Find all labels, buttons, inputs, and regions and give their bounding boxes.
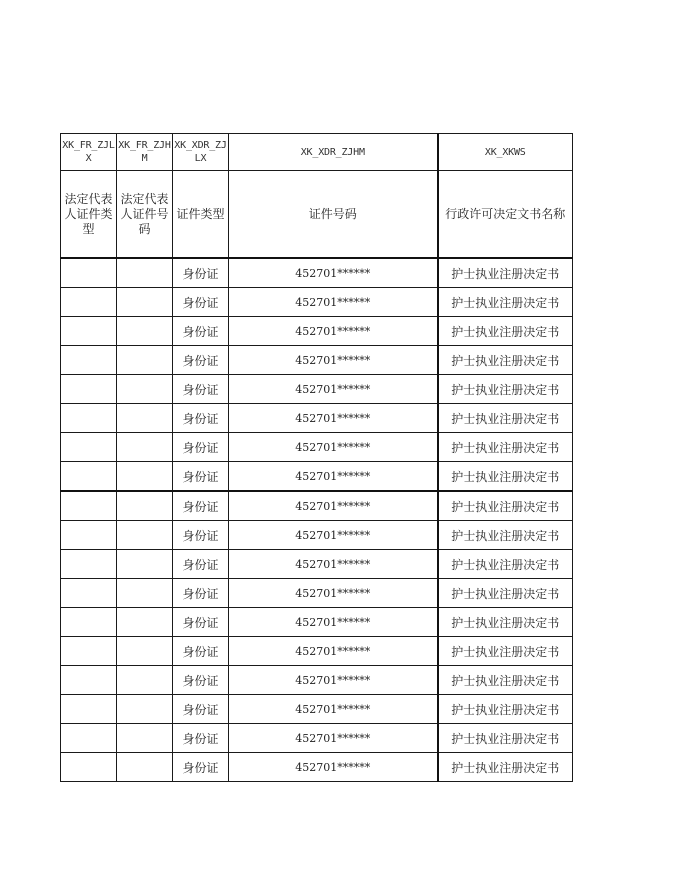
table-cell[interactable] bbox=[117, 753, 173, 782]
table-row bbox=[61, 753, 573, 782]
table-cell[interactable]: 护士执业注册决定书 bbox=[438, 753, 573, 782]
table-cell[interactable]: 身份证 bbox=[173, 724, 229, 753]
field-code-cell[interactable]: XK_XDR_ZJLX bbox=[173, 134, 229, 171]
table-cell[interactable]: 护士执业注册决定书 bbox=[438, 724, 573, 753]
table-cell[interactable]: 护士执业注册决定书 bbox=[438, 695, 573, 724]
table-cell[interactable] bbox=[61, 258, 117, 288]
table-cell[interactable] bbox=[117, 346, 173, 375]
table-cell[interactable]: 452701****** bbox=[229, 433, 438, 462]
table-cell[interactable]: 452701****** bbox=[229, 521, 438, 550]
table-cell[interactable]: 护士执业注册决定书 bbox=[438, 317, 573, 346]
table-cell[interactable]: 身份证 bbox=[173, 608, 229, 637]
table-cell[interactable]: 护士执业注册决定书 bbox=[438, 404, 573, 433]
table-cell[interactable]: 护士执业注册决定书 bbox=[438, 608, 573, 637]
table-cell[interactable]: 身份证 bbox=[173, 695, 229, 724]
table-cell[interactable]: 452701****** bbox=[229, 375, 438, 404]
table-cell[interactable] bbox=[61, 521, 117, 550]
table-cell[interactable]: 452701****** bbox=[229, 317, 438, 346]
table-cell[interactable] bbox=[117, 462, 173, 492]
table-cell[interactable]: 身份证 bbox=[173, 579, 229, 608]
table-cell[interactable] bbox=[117, 288, 173, 317]
table-cell[interactable]: 身份证 bbox=[173, 462, 229, 492]
table-cell[interactable]: 护士执业注册决定书 bbox=[438, 550, 573, 579]
table-cell[interactable] bbox=[61, 666, 117, 695]
table-cell[interactable]: 身份证 bbox=[173, 550, 229, 579]
table-row bbox=[61, 317, 573, 346]
table-cell[interactable]: 身份证 bbox=[173, 666, 229, 695]
table-cell[interactable] bbox=[117, 550, 173, 579]
table-cell[interactable]: 护士执业注册决定书 bbox=[438, 375, 573, 404]
table-row bbox=[61, 521, 573, 550]
table-cell[interactable]: 身份证 bbox=[173, 404, 229, 433]
table-cell[interactable]: 452701****** bbox=[229, 404, 438, 433]
table-cell[interactable]: 护士执业注册决定书 bbox=[438, 258, 573, 288]
table-cell[interactable] bbox=[117, 521, 173, 550]
table-cell[interactable]: 身份证 bbox=[173, 346, 229, 375]
table-cell[interactable] bbox=[61, 579, 117, 608]
table-cell[interactable] bbox=[117, 579, 173, 608]
table-row bbox=[61, 404, 573, 433]
table-cell[interactable]: 452701****** bbox=[229, 258, 438, 288]
spreadsheet bbox=[60, 133, 573, 782]
table-cell[interactable] bbox=[61, 637, 117, 666]
table-cell[interactable] bbox=[117, 666, 173, 695]
table-row bbox=[61, 666, 573, 695]
table-cell[interactable]: 身份证 bbox=[173, 288, 229, 317]
table-row bbox=[61, 288, 573, 317]
table-cell[interactable] bbox=[117, 404, 173, 433]
table-cell[interactable]: 452701****** bbox=[229, 288, 438, 317]
field-label-cell[interactable]: 证件号码 bbox=[229, 171, 438, 259]
table-cell[interactable] bbox=[117, 695, 173, 724]
table-cell[interactable]: 452701****** bbox=[229, 608, 438, 637]
table-cell[interactable]: 护士执业注册决定书 bbox=[438, 346, 573, 375]
table-row bbox=[61, 375, 573, 404]
table-row bbox=[61, 724, 573, 753]
field-label-row bbox=[61, 171, 573, 259]
table-cell[interactable]: 身份证 bbox=[173, 491, 229, 521]
table-cell[interactable]: 身份证 bbox=[173, 433, 229, 462]
table-cell[interactable]: 452701****** bbox=[229, 724, 438, 753]
table-cell[interactable] bbox=[61, 753, 117, 782]
field-code-cell[interactable]: XK_FR_ZJLX bbox=[61, 134, 117, 171]
table-cell[interactable] bbox=[61, 433, 117, 462]
table-cell[interactable] bbox=[117, 433, 173, 462]
field-code-cell[interactable]: XK_FR_ZJHM bbox=[117, 134, 173, 171]
table-cell[interactable]: 身份证 bbox=[173, 258, 229, 288]
table-cell[interactable]: 护士执业注册决定书 bbox=[438, 579, 573, 608]
field-label-cell[interactable]: 行政许可决定文书名称 bbox=[438, 171, 573, 259]
table-cell[interactable] bbox=[117, 608, 173, 637]
table-cell[interactable]: 护士执业注册决定书 bbox=[438, 462, 573, 492]
table-cell[interactable]: 452701****** bbox=[229, 550, 438, 579]
data-table bbox=[60, 133, 573, 782]
table-cell[interactable] bbox=[117, 637, 173, 666]
table-row bbox=[61, 550, 573, 579]
table-cell[interactable]: 身份证 bbox=[173, 375, 229, 404]
table-cell[interactable] bbox=[117, 724, 173, 753]
table-cell[interactable]: 身份证 bbox=[173, 753, 229, 782]
table-cell[interactable]: 护士执业注册决定书 bbox=[438, 666, 573, 695]
table-cell[interactable]: 452701****** bbox=[229, 579, 438, 608]
table-cell[interactable] bbox=[117, 491, 173, 521]
field-label-cell[interactable]: 法定代表人证件类型 bbox=[61, 171, 117, 259]
table-cell[interactable]: 452701****** bbox=[229, 462, 438, 492]
table-cell[interactable]: 护士执业注册决定书 bbox=[438, 288, 573, 317]
table-cell[interactable] bbox=[61, 491, 117, 521]
table-row bbox=[61, 462, 573, 492]
table-cell[interactable] bbox=[61, 550, 117, 579]
table-cell[interactable] bbox=[117, 375, 173, 404]
table-cell[interactable]: 护士执业注册决定书 bbox=[438, 637, 573, 666]
table-cell[interactable] bbox=[61, 404, 117, 433]
table-row bbox=[61, 579, 573, 608]
table-cell[interactable] bbox=[61, 608, 117, 637]
field-label-cell[interactable]: 证件类型 bbox=[173, 171, 229, 259]
table-cell[interactable]: 452701****** bbox=[229, 666, 438, 695]
table-cell[interactable]: 护士执业注册决定书 bbox=[438, 521, 573, 550]
table-row bbox=[61, 433, 573, 462]
table-cell[interactable]: 452701****** bbox=[229, 753, 438, 782]
table-row bbox=[61, 695, 573, 724]
table-cell[interactable] bbox=[61, 695, 117, 724]
field-code-cell[interactable]: XK_XDR_ZJHM bbox=[229, 134, 438, 171]
table-cell[interactable]: 身份证 bbox=[173, 637, 229, 666]
table-cell[interactable] bbox=[61, 724, 117, 753]
table-cell[interactable]: 452701****** bbox=[229, 695, 438, 724]
table-cell[interactable] bbox=[117, 317, 173, 346]
field-label-cell[interactable]: 法定代表人证件号码 bbox=[117, 171, 173, 259]
table-row bbox=[61, 346, 573, 375]
table-row bbox=[61, 637, 573, 666]
table-cell[interactable] bbox=[61, 375, 117, 404]
table-row bbox=[61, 491, 573, 521]
table-cell[interactable]: 452701****** bbox=[229, 637, 438, 666]
table-cell[interactable] bbox=[61, 462, 117, 492]
table-cell[interactable]: 452701****** bbox=[229, 346, 438, 375]
table-cell[interactable] bbox=[61, 346, 117, 375]
table-cell[interactable]: 护士执业注册决定书 bbox=[438, 491, 573, 521]
table-cell[interactable] bbox=[61, 317, 117, 346]
table-cell[interactable]: 身份证 bbox=[173, 521, 229, 550]
table-row bbox=[61, 608, 573, 637]
table-cell[interactable]: 452701****** bbox=[229, 491, 438, 521]
field-code-cell[interactable]: XK_XKWS bbox=[438, 134, 573, 171]
table-cell[interactable] bbox=[117, 258, 173, 288]
table-cell[interactable]: 护士执业注册决定书 bbox=[438, 433, 573, 462]
table-row bbox=[61, 258, 573, 288]
field-code-row bbox=[61, 134, 573, 171]
table-cell[interactable]: 身份证 bbox=[173, 317, 229, 346]
table-cell[interactable] bbox=[61, 288, 117, 317]
